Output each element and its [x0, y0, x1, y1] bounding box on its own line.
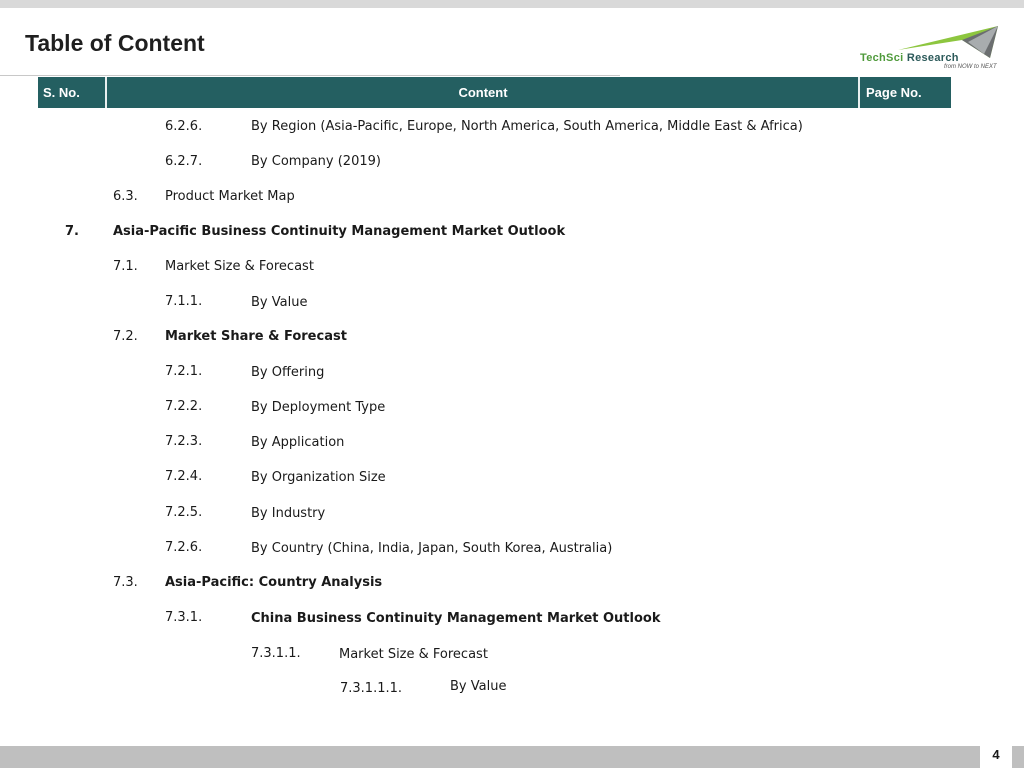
entry-number: 7.3.1.1.1. [340, 681, 403, 696]
entry-number: 7.1.1. [165, 294, 203, 309]
entry-text: Product Market Map [165, 189, 295, 204]
entry-text: By Value [450, 679, 507, 694]
header-content: Content [458, 85, 508, 100]
entry-number: 7. [65, 224, 79, 239]
entry-number: 7.3.1. [165, 610, 203, 625]
entry-number: 7.3. [113, 575, 138, 590]
entry-text: By Country (China, India, Japan, South Korea, Australia) [251, 541, 613, 556]
entry-text: China Business Continuity Management Market Outlook [251, 611, 661, 626]
entry-number: 7.2.5. [165, 505, 203, 520]
entry-number: 7.2.3. [165, 434, 203, 449]
entry-text: By Offering [251, 365, 325, 380]
page-title: Table of Content [25, 30, 205, 56]
entry-text: Asia-Pacific Business Continuity Management Market Outlook [113, 224, 566, 239]
entry-number: 7.3.1.1. [251, 646, 301, 661]
entry-number: 6.3. [113, 189, 138, 204]
entry-text: By Organization Size [251, 470, 386, 485]
entry-text: By Application [251, 435, 345, 450]
entry-number: 7.2.4. [165, 469, 203, 484]
logo-brand-part2: Research [906, 52, 959, 64]
header-sno: S. No. [43, 85, 80, 100]
entry-number: 7.2.6. [165, 540, 203, 555]
page-number: 4 [980, 740, 1012, 768]
entry-number: 6.2.6. [165, 119, 203, 134]
entry-text: By Company (2019) [251, 154, 381, 169]
entry-text: Market Share & Forecast [165, 329, 347, 344]
entry-number: 7.2. [113, 329, 138, 344]
entry-text: Market Size & Forecast [339, 647, 488, 662]
logo-brand-part1: TechSci [860, 52, 907, 64]
entry-text: By Deployment Type [251, 400, 386, 415]
entry-text: By Industry [251, 506, 326, 521]
entry-text: By Region (Asia-Pacific, Europe, North America, South America, Middle East & Africa) [251, 119, 803, 134]
entry-number: 7.1. [113, 259, 138, 274]
entry-number: 7.2.1. [165, 364, 203, 379]
entry-text: Market Size & Forecast [165, 259, 314, 274]
footer-band [0, 746, 1024, 768]
entry-number: 7.2.2. [165, 399, 203, 414]
logo-tagline: from NOW to NEXT [944, 64, 997, 70]
entry-number: 6.2.7. [165, 154, 203, 169]
header-page-no: Page No. [866, 85, 922, 100]
entry-text: Asia-Pacific: Country Analysis [165, 575, 383, 590]
entry-text: By Value [251, 295, 308, 310]
